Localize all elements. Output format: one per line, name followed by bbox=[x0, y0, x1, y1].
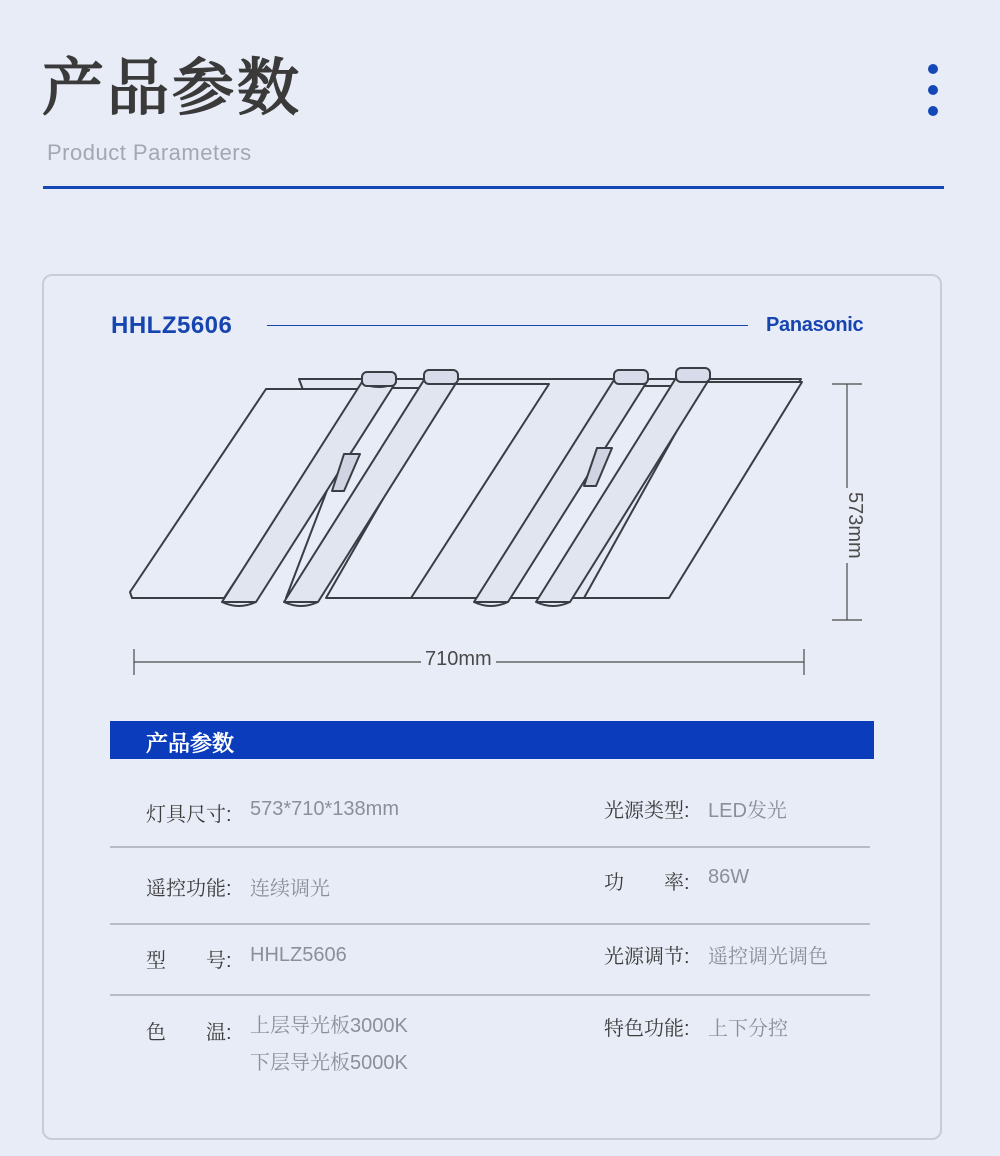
width-dimension: 710mm bbox=[421, 648, 496, 671]
page-subtitle: Product Parameters bbox=[47, 140, 252, 165]
more-menu-icon[interactable] bbox=[927, 64, 939, 120]
spec-value-line: 上层导光板3000K bbox=[250, 1015, 408, 1037]
spec-label: 色 温: bbox=[146, 1022, 232, 1044]
spec-section-header bbox=[110, 721, 874, 759]
spec-row bbox=[110, 866, 870, 902]
spec-value: 连续调光 bbox=[250, 878, 330, 900]
spec-value: LED发光 bbox=[708, 800, 787, 822]
height-dimension: 573mm bbox=[826, 488, 866, 563]
row-divider bbox=[110, 923, 870, 925]
spec-section-title: 产品参数 bbox=[146, 731, 235, 756]
spec-value: 上下分控 bbox=[708, 1018, 788, 1040]
row-divider bbox=[110, 846, 870, 848]
model-number: HHLZ5606 bbox=[111, 312, 233, 339]
spec-row bbox=[110, 1016, 870, 1096]
spec-row bbox=[110, 944, 870, 974]
header-divider bbox=[43, 186, 944, 189]
spec-value bbox=[250, 1008, 408, 1082]
spec-value-line: 下层导光板5000K bbox=[250, 1052, 408, 1074]
spec-label: 特色功能: bbox=[604, 1018, 690, 1040]
spec-value: 573*710*138mm bbox=[250, 798, 399, 820]
product-card bbox=[42, 274, 942, 1140]
page-title: 产品参数 bbox=[42, 54, 303, 123]
spec-value: 遥控调光调色 bbox=[708, 946, 828, 968]
product-illustration bbox=[44, 276, 940, 696]
spec-label: 功 率: bbox=[604, 872, 690, 894]
row-divider bbox=[110, 994, 870, 996]
spec-label: 型 号: bbox=[146, 950, 232, 972]
brand-logo: Panasonic bbox=[766, 314, 864, 336]
spec-label: 光源类型: bbox=[604, 800, 690, 822]
spec-value: HHLZ5606 bbox=[250, 944, 347, 966]
spec-label: 遥控功能: bbox=[146, 878, 232, 900]
spec-value: 86W bbox=[708, 866, 750, 888]
spec-label: 灯具尺寸: bbox=[146, 804, 232, 826]
spec-row bbox=[110, 798, 870, 828]
spec-label: 光源调节: bbox=[604, 946, 690, 968]
